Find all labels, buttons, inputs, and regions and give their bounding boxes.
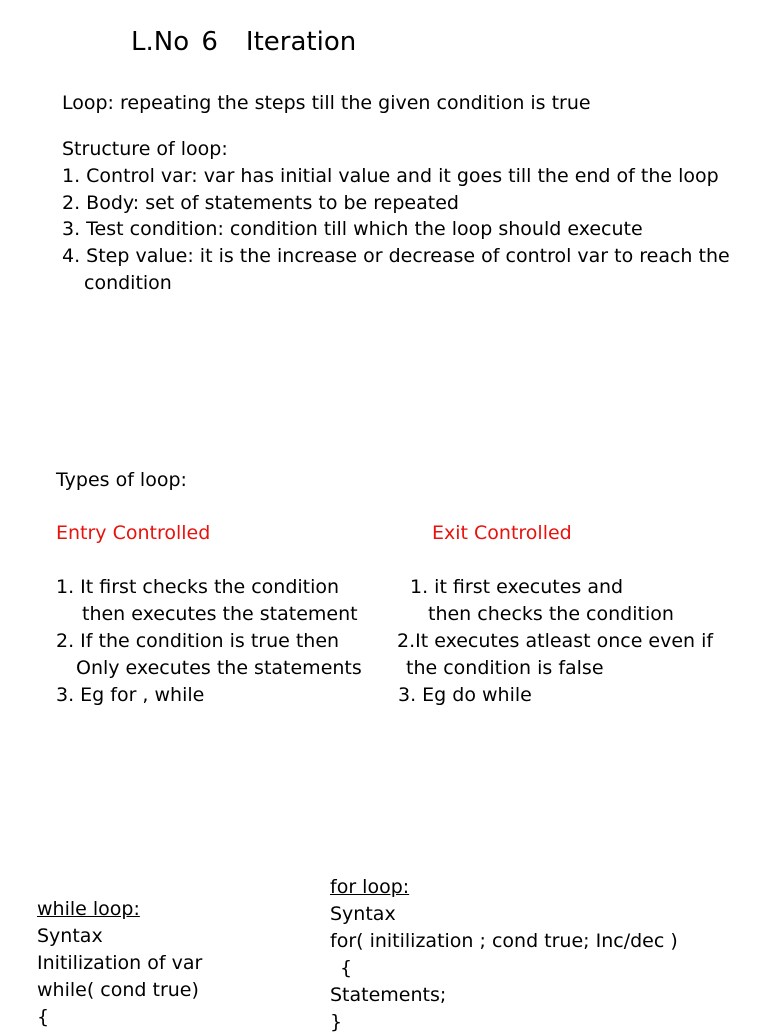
for-loop-line: }	[330, 1011, 343, 1033]
entry-controlled-line: 2. If the condition is true then	[56, 630, 340, 652]
structure-item: 4. Step value: it is the increase or decrease of control var to reach the	[62, 245, 730, 267]
entry-controlled-line: 3. Eg for , while	[56, 684, 205, 706]
exit-controlled-heading: Exit Controlled	[432, 522, 572, 544]
loop-definition: Loop: repeating the steps till the given condition is true	[62, 92, 591, 114]
entry-controlled-line: Only executes the statements	[76, 657, 362, 679]
entry-controlled-line: then executes the statement	[82, 603, 358, 625]
for-loop-heading: for loop:	[330, 876, 410, 898]
exit-controlled-line: then checks the condition	[428, 603, 674, 625]
structure-item: 2. Body: set of statements to be repeated	[62, 192, 459, 214]
structure-item: condition	[84, 272, 172, 294]
lesson-topic: Iteration	[245, 27, 357, 57]
exit-controlled-line: 2.It executes atleast once even if	[397, 630, 714, 652]
while-loop-line: {	[37, 1006, 50, 1028]
structure-item: 1. Control var: var has initial value and it goes till the end of the loop	[62, 165, 719, 187]
while-loop-line: while( cond true)	[37, 979, 199, 1001]
exit-controlled-line: the condition is false	[406, 657, 604, 679]
page-title	[131, 24, 356, 60]
for-loop-line: Statements;	[330, 984, 447, 1006]
types-heading: Types of loop:	[56, 469, 187, 491]
structure-heading: Structure of loop:	[62, 138, 228, 160]
while-loop-line: Syntax	[37, 925, 103, 947]
for-loop-line: Syntax	[330, 903, 396, 925]
entry-controlled-line: 1. It first checks the condition	[56, 576, 340, 598]
lesson-number: L.No 6	[131, 27, 218, 57]
exit-controlled-line: 3. Eg do while	[398, 684, 532, 706]
while-loop-line: Initilization of var	[37, 952, 203, 974]
entry-controlled-heading: Entry Controlled	[56, 522, 211, 544]
exit-controlled-line: 1. it first executes and	[410, 576, 624, 598]
for-loop-line: for( initilization ; cond true; Inc/dec )	[330, 930, 678, 952]
while-loop-heading: while loop:	[37, 898, 140, 920]
structure-item: 3. Test condition: condition till which the loop should execute	[62, 218, 643, 240]
for-loop-line: {	[340, 957, 353, 979]
